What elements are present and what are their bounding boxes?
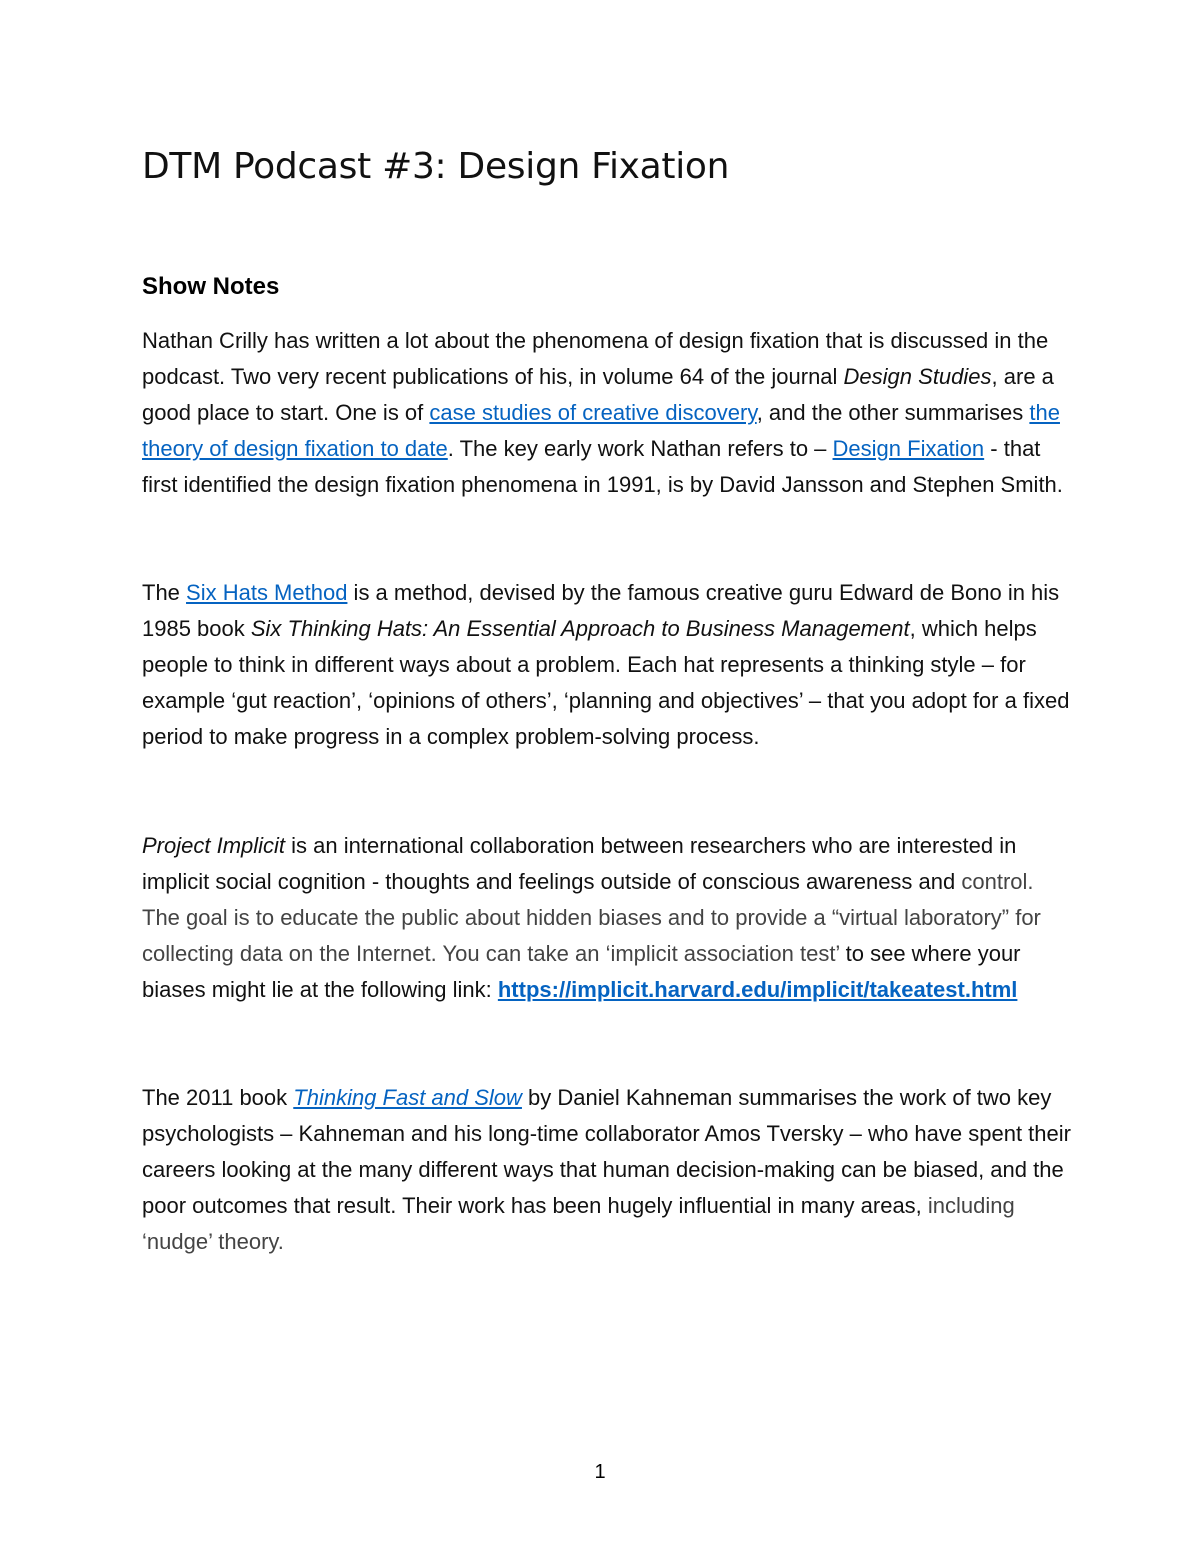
text: including ‘nudge’ theory. bbox=[142, 1193, 1015, 1254]
link-thinking-fast-and-slow[interactable]: Thinking Fast and Slow bbox=[293, 1085, 522, 1110]
text: to see where your biases might lie at the following link: bbox=[142, 941, 1021, 1002]
book-title: Six Thinking Hats: An Essential Approach to Business Management bbox=[250, 616, 910, 641]
text: . The key early work Nathan refers to – bbox=[447, 436, 833, 461]
text: , which helps people to think in different ways about a problem. Each hat represents a thinking style – for example ‘gut reaction’, ‘opinions of others’, ‘planning and objectives’ – that you adopt for a fixed period to make progress in a complex problem-solving process. bbox=[142, 616, 1070, 749]
link-design-fixation[interactable]: Design Fixation bbox=[832, 436, 985, 461]
link-case-studies[interactable]: case studies of creative discovery bbox=[429, 400, 757, 425]
text: , and the other summarises bbox=[756, 400, 1030, 425]
text: , are a good place to start. One is of bbox=[142, 364, 1054, 425]
project-name: Project Implicit bbox=[142, 833, 286, 858]
text: is a method, devised by the famous creative guru Edward de Bono in his 1985 book bbox=[142, 580, 1060, 641]
journal-name: Design Studies bbox=[843, 364, 992, 389]
text: The bbox=[142, 580, 187, 605]
section-heading: Show Notes bbox=[142, 273, 280, 300]
paragraph-six-hats bbox=[142, 575, 1072, 755]
text: control. The goal is to educate the public about hidden biases and to provide a “virtual laboratory” for collecting data on the Internet. You can take an ‘implicit association test’ bbox=[142, 869, 1041, 966]
paragraph-project-implicit bbox=[142, 828, 1072, 1008]
text: Nathan Crilly has written a lot about the phenomena of design fixation that is discussed in the podcast. Two very recent publications of his, in volume 64 of the journal bbox=[142, 328, 1049, 389]
text: is an international collaboration between researchers who are interested in implicit social cognition - thoughts and feelings outside of conscious awareness and bbox=[142, 833, 1017, 894]
link-six-hats-method[interactable]: Six Hats Method bbox=[186, 580, 348, 605]
text: by Daniel Kahneman summarises the work of two key psychologists – Kahneman and his long-time collaborator Amos Tversky – who have spent their careers looking at the many different ways that human decision-making can be biased, and the poor outcomes that result. Their work has been hugely influential in many areas, bbox=[142, 1085, 1071, 1218]
paragraph-thinking-fast-and-slow bbox=[142, 1080, 1072, 1260]
text: The 2011 book bbox=[142, 1085, 294, 1110]
document-title: DTM Podcast #3: Design Fixation bbox=[142, 146, 730, 187]
text: - that first identified the design fixation phenomena in 1991, is by David Jansson and Stephen Smith. bbox=[142, 436, 1063, 497]
link-theory-of-design-fixation[interactable]: the theory of design fixation to date bbox=[142, 400, 1060, 461]
link-implicit-test-url[interactable]: https://implicit.harvard.edu/implicit/takeatest.html bbox=[497, 977, 1018, 1002]
paragraph-design-fixation bbox=[142, 323, 1072, 503]
page-number: 1 bbox=[594, 1461, 606, 1483]
